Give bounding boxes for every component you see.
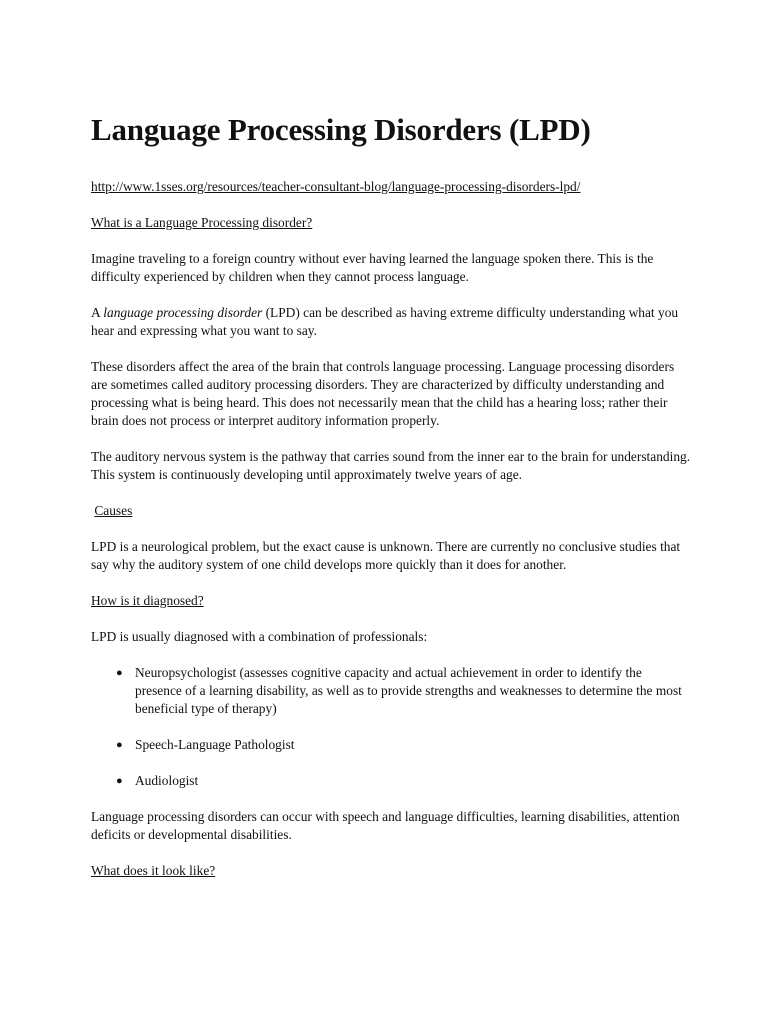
professionals-list bbox=[91, 664, 691, 790]
list-item bbox=[116, 772, 691, 790]
list-item-text: Neuropsychologist (assesses cognitive capacity and actual achievement in order to identify the presence of a learning disability, as well as to provide strengths and weaknesses to determine the most beneficial type of therapy) bbox=[135, 665, 682, 716]
list-item-text: Audiologist bbox=[135, 773, 199, 788]
paragraph-causes: LPD is a neurological problem, but the exact cause is unknown. There are currently no conclusive studies that say why the auditory system of one child develops more quickly than it does for another. bbox=[91, 539, 681, 572]
source-url-paragraph bbox=[91, 178, 691, 196]
paragraph-lpd-definition bbox=[91, 304, 691, 340]
section-heading-causes-text: Causes bbox=[94, 503, 133, 518]
list-item-text: Speech-Language Pathologist bbox=[135, 737, 295, 752]
list-item bbox=[116, 736, 691, 754]
bullet-icon: ● bbox=[116, 739, 123, 751]
section-heading-diagnosed-text: How is it diagnosed? bbox=[91, 593, 204, 608]
paragraph-lpd-suffix: (LPD) can be described as having extreme difficulty understanding what you hear and expressing what you want to say. bbox=[91, 305, 679, 338]
paragraph-diagnosed: LPD is usually diagnosed with a combination of professionals: bbox=[91, 629, 428, 644]
paragraph-imagine: Imagine traveling to a foreign country without ever having learned the language spoken there. This is the difficulty experienced by children when they cannot process language. bbox=[91, 251, 654, 284]
bullet-icon: ● bbox=[116, 775, 123, 787]
section-heading-causes bbox=[91, 502, 691, 520]
section-heading-look bbox=[91, 862, 691, 880]
list-item bbox=[116, 664, 691, 718]
section-heading-what-is-text: What is a Language Processing disorder? bbox=[91, 215, 313, 230]
section-heading-what-is bbox=[91, 214, 691, 232]
section-heading-diagnosed bbox=[91, 592, 691, 610]
bullet-icon: ● bbox=[116, 667, 123, 679]
section-heading-look-text: What does it look like? bbox=[91, 863, 216, 878]
document-body bbox=[91, 110, 691, 898]
document-title: Language Processing Disorders (LPD) bbox=[91, 112, 591, 147]
paragraph-co-occurrence: Language processing disorders can occur with speech and language difficulties, learning disabilities, attention deficits or developmental disabilities. bbox=[91, 809, 680, 842]
paragraph-auditory-system: The auditory nervous system is the pathway that carries sound from the inner ear to the brain for understanding. This system is continuously developing until approximately twelve years of age. bbox=[91, 449, 691, 482]
lpd-term: language processing disorder bbox=[103, 305, 263, 320]
paragraph-lpd-prefix: A bbox=[91, 305, 104, 320]
paragraph-brain-area: These disorders affect the area of the brain that controls language processing. Language processing disorders are sometimes called auditory processing disorders. They are characterized by difficulty understanding and processing what is being heard. This does not necessarily mean that the child has a hearing loss; rather their brain does not process or interpret auditory information properly. bbox=[91, 359, 675, 428]
source-url-link[interactable]: http://www.1sses.org/resources/teacher-consultant-blog/language-processing-disorders-lpd/ bbox=[91, 179, 581, 194]
